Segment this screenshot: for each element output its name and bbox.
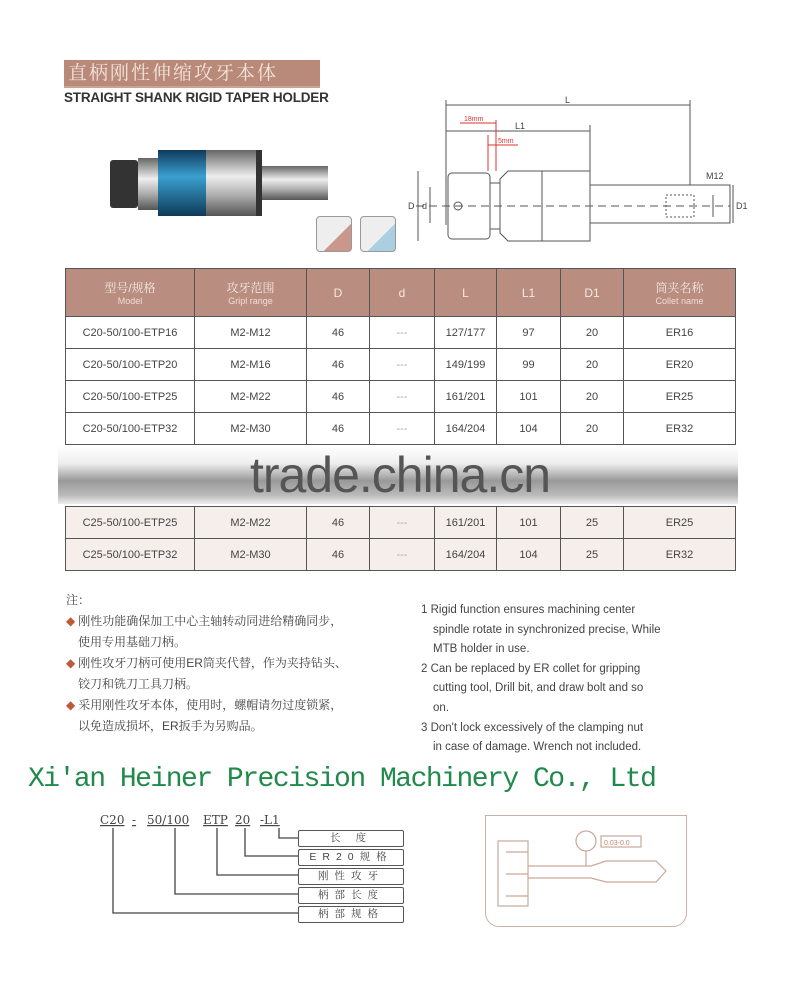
code-legend-box: ER20规格 (298, 849, 404, 866)
dim-18mm: 18mm (464, 116, 484, 123)
table-row (66, 317, 736, 349)
code-part: - (132, 813, 137, 827)
note-line: 采用刚性攻牙本体，使用时，螺帽请勿过度锁紧， (78, 698, 343, 712)
notes-label: 注： (66, 593, 91, 607)
table-cell: C20-50/100-ETP16 (66, 317, 195, 349)
table-cell: C20-50/100-ETP20 (66, 349, 195, 381)
table-cell: 20 (561, 413, 624, 445)
table-cell: --- (370, 317, 435, 349)
notes-english (421, 601, 661, 758)
table-cell: 164/204 (435, 413, 497, 445)
table-cell: M2-M30 (195, 539, 307, 571)
table-cell: 149/199 (435, 349, 497, 381)
note-line: spindle rotate in synchronized precise, While (433, 623, 661, 636)
table-cell: M2-M16 (195, 349, 307, 381)
header-sublabel: Model (117, 296, 143, 306)
table-row (66, 381, 736, 413)
table-cell: C20-50/100-ETP32 (66, 413, 195, 445)
column-header (195, 269, 307, 317)
notes-chinese (66, 590, 347, 737)
note-item (66, 653, 347, 695)
runout-gauge-diagram (485, 815, 687, 927)
table-cell: 97 (497, 317, 561, 349)
table-cell: 101 (497, 507, 561, 539)
product-photo (100, 130, 340, 230)
column-header (624, 269, 736, 317)
table-row (66, 507, 736, 539)
table-cell: --- (370, 507, 435, 539)
accessory-icons (316, 216, 396, 252)
table-cell: 46 (307, 317, 370, 349)
column-header (370, 269, 435, 317)
table-cell: 46 (307, 539, 370, 571)
header-label: L1 (521, 285, 536, 300)
header-label: L (462, 285, 469, 300)
header-label: D1 (584, 285, 600, 300)
table-cell: C20-50/100-ETP25 (66, 381, 195, 413)
gauge-reading: 0.03-0.0 (604, 840, 630, 847)
table-cell: ER32 (624, 413, 736, 445)
note-line: 2 Can be replaced by ER collet for gripping (421, 662, 641, 675)
table-cell: C25-50/100-ETP32 (66, 539, 195, 571)
table-cell: ER16 (624, 317, 736, 349)
table-cell: 104 (497, 539, 561, 571)
dim-M12: M12 (706, 171, 724, 181)
table-cell: 161/201 (435, 381, 497, 413)
code-part: C20 (100, 813, 125, 827)
collet-icon (316, 216, 352, 252)
table-cell: 46 (307, 507, 370, 539)
table-header (66, 269, 736, 317)
note-line: in case of damage. Wrench not included. (433, 741, 642, 754)
table-cell: --- (370, 539, 435, 571)
table-cell: 20 (561, 349, 624, 381)
column-header (66, 269, 195, 317)
bullet-icon: ◆ (66, 698, 76, 712)
note-line: 以免造成损坏，ER扳手为另购品。 (78, 719, 263, 733)
code-legend-box: 柄部规格 (298, 906, 404, 923)
table-cell: ER25 (624, 507, 736, 539)
table-cell: 46 (307, 413, 370, 445)
bullet-icon: ◆ (66, 614, 76, 628)
watermark-company: Xi'an Heiner Precision Machinery Co., Ltd (28, 764, 656, 795)
header-label: 攻牙范围 (226, 281, 275, 295)
code-legend-box: 刚性攻牙 (298, 868, 404, 885)
table-row (66, 539, 736, 571)
table-cell: ER20 (624, 349, 736, 381)
header-label: d (398, 285, 406, 300)
note-item (66, 695, 347, 737)
note-line: on. (433, 701, 449, 714)
bullet-icon: ◆ (66, 656, 76, 670)
spec-table-c25 (65, 506, 736, 571)
code-legend-box: 柄部长度 (298, 887, 404, 904)
note-line: 1 Rigid function ensures machining center (421, 604, 636, 616)
wrench-icon (360, 216, 396, 252)
header-label: 型号/规格 (104, 281, 156, 295)
table-cell: --- (370, 381, 435, 413)
column-header (561, 269, 624, 317)
dim-L: L (565, 95, 571, 105)
table-row (66, 349, 736, 381)
title-english: STRAIGHT SHANK RIGID TAPER HOLDER (64, 90, 329, 105)
title-chinese: 直柄刚性伸缩攻牙本体 (64, 60, 320, 88)
table-cell: 127/177 (435, 317, 497, 349)
table-cell: 25 (561, 539, 624, 571)
table-cell: C25-50/100-ETP25 (66, 507, 195, 539)
table-cell: --- (370, 349, 435, 381)
table-cell: ER32 (624, 539, 736, 571)
table-cell: 99 (497, 349, 561, 381)
dim-L1: L1 (515, 121, 526, 131)
note-line: 使用专用基础刀柄。 (78, 635, 187, 649)
table-cell: 161/201 (435, 507, 497, 539)
dim-5mm: 5mm (498, 138, 514, 145)
table-row (66, 413, 736, 445)
table-cell: M2-M22 (195, 507, 307, 539)
table-cell: 164/204 (435, 539, 497, 571)
table-cell: --- (370, 413, 435, 445)
code-legend-box: 长 度 (298, 830, 404, 847)
table-cell: 20 (561, 317, 624, 349)
column-header (435, 269, 497, 317)
code-part: 20 (235, 813, 251, 827)
note-line: 铰刀和铣刀工具刀柄。 (78, 677, 199, 691)
table-cell: M2-M12 (195, 317, 307, 349)
header-sublabel: Gripl range (228, 296, 273, 306)
note-line: 刚性功能确保加工中心主轴转动同进给精确同步， (78, 614, 343, 628)
table-cell: M2-M22 (195, 381, 307, 413)
table-cell: 20 (561, 381, 624, 413)
header-label: D (333, 285, 343, 300)
note-line: 3 Don't lock excessively of the clamping nut (421, 721, 644, 734)
table-cell: ER25 (624, 381, 736, 413)
table-cell: M2-M30 (195, 413, 307, 445)
watermark-site: trade.china.cn (249, 447, 551, 503)
table-cell: 104 (497, 413, 561, 445)
dim-D1: D1 (736, 201, 748, 211)
code-part: -L1 (260, 813, 280, 827)
code-part: ETP (203, 813, 228, 827)
dim-d: d (422, 201, 428, 211)
header-label: 筒夹名称 (655, 281, 704, 295)
note-line: cutting tool, Drill bit, and draw bolt and so (433, 682, 644, 695)
spec-table (65, 268, 736, 445)
table-cell: 46 (307, 381, 370, 413)
technical-drawing (400, 95, 750, 245)
table-cell: 101 (497, 381, 561, 413)
column-header (497, 269, 561, 317)
code-part: 50/100 (147, 813, 190, 827)
note-line: MTB holder in use. (433, 643, 530, 656)
dim-D: D (408, 201, 415, 211)
note-line: 刚性攻牙刀柄可使用ER筒夹代替，作为夹持钻头、 (78, 656, 347, 670)
note-item (66, 611, 347, 653)
header-sublabel: Collet name (655, 296, 704, 306)
column-header (307, 269, 370, 317)
table-cell: 46 (307, 349, 370, 381)
table-cell: 25 (561, 507, 624, 539)
